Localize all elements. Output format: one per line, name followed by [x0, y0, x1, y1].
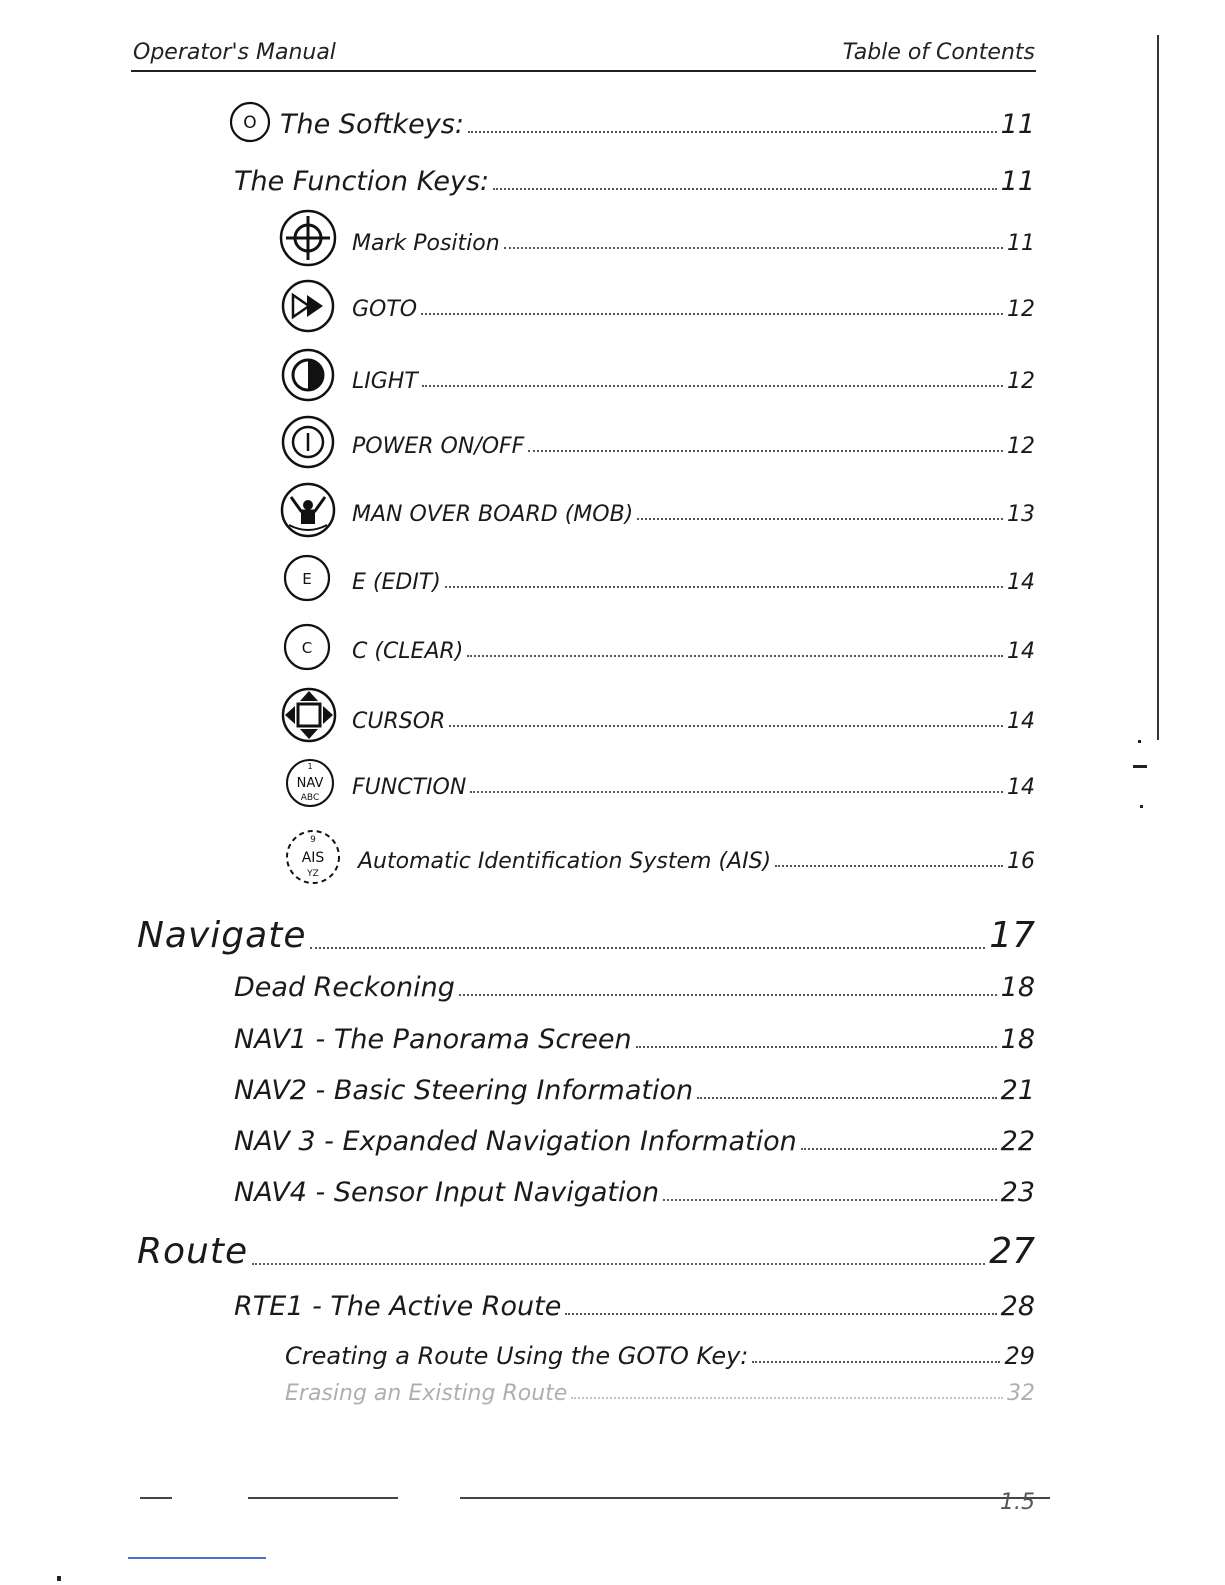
- footer-page-number: 1.5: [1000, 1490, 1035, 1515]
- header-rule: [131, 70, 1036, 72]
- toc-entry-creating-route[interactable]: [285, 1334, 1035, 1370]
- toc-entry-power[interactable]: [352, 425, 1035, 459]
- toc-entry-light[interactable]: [352, 360, 1035, 394]
- edit-key-letter: E: [302, 570, 312, 588]
- softkey-icon-letter: O: [243, 113, 257, 133]
- toc-entry-nav4[interactable]: [234, 1168, 1035, 1208]
- toc-page: 18: [1000, 1024, 1035, 1055]
- ais-key-label: AIS: [301, 850, 325, 866]
- footer-rule-segment: [140, 1497, 172, 1499]
- footer-rule-segment: [248, 1497, 398, 1499]
- toc-label: NAV 3 - Expanded Navigation Information: [234, 1126, 797, 1157]
- toc-leader: [422, 385, 1003, 387]
- ais-key-icon: [282, 826, 344, 888]
- toc-page: 32: [1007, 1381, 1035, 1406]
- toc-page: 13: [1007, 502, 1035, 527]
- toc-leader: [493, 188, 997, 190]
- scan-mark: [1138, 740, 1141, 743]
- toc-label: Erasing an Existing Route: [285, 1381, 568, 1406]
- toc-entry-erasing-route[interactable]: [285, 1374, 1035, 1406]
- toc-leader: [252, 1263, 985, 1265]
- toc-page: 14: [1007, 709, 1035, 734]
- scan-mark: [57, 1576, 61, 1581]
- toc-section-route[interactable]: [137, 1222, 1035, 1272]
- toc-entry-edit[interactable]: [352, 561, 1035, 595]
- man-overboard-icon: [279, 481, 337, 539]
- toc-leader: [775, 865, 1003, 867]
- toc-leader: [468, 131, 997, 133]
- toc-entry-dead-reckoning[interactable]: [234, 963, 1035, 1003]
- toc-entry-goto[interactable]: [352, 288, 1035, 322]
- toc-leader: [637, 518, 1003, 520]
- ais-key-number: 9: [310, 835, 316, 845]
- toc-entry-ais[interactable]: [358, 840, 1035, 874]
- toc-page: 28: [1000, 1291, 1035, 1322]
- scan-mark: [1133, 765, 1147, 768]
- toc-section-navigate[interactable]: [137, 906, 1035, 956]
- toc-leader: [663, 1199, 997, 1201]
- toc-label: Mark Position: [352, 231, 500, 256]
- toc-leader: [636, 1046, 997, 1048]
- toc-entry-man-overboard[interactable]: [352, 493, 1035, 527]
- toc-entry-nav1[interactable]: [234, 1015, 1035, 1055]
- toc-label: Creating a Route Using the GOTO Key:: [285, 1342, 749, 1370]
- toc-entry-function-keys[interactable]: [234, 157, 1035, 197]
- toc-entry-nav2[interactable]: [234, 1066, 1035, 1106]
- toc-label: FUNCTION: [352, 775, 467, 800]
- toc-page: 29: [1004, 1342, 1035, 1370]
- toc-entry-mark-position[interactable]: [352, 222, 1035, 256]
- ais-key-letters: YZ: [307, 869, 319, 879]
- toc-label: The Softkeys:: [280, 109, 464, 140]
- toc-label: E (EDIT): [352, 570, 441, 595]
- toc-leader: [459, 994, 997, 996]
- clear-key-letter: C: [301, 639, 313, 657]
- toc-leader: [421, 313, 1003, 315]
- scan-mark: [1140, 805, 1143, 808]
- toc-label: Dead Reckoning: [234, 972, 455, 1003]
- toc-page: 12: [1007, 434, 1035, 459]
- toc-label: Route: [137, 1231, 249, 1272]
- toc-page: 22: [1000, 1126, 1035, 1157]
- toc-page: 12: [1007, 369, 1035, 394]
- toc-entry-nav3[interactable]: [234, 1117, 1035, 1157]
- toc-label: The Function Keys:: [234, 166, 490, 197]
- toc-label: C (CLEAR): [352, 639, 464, 664]
- toc-entry-function[interactable]: [352, 766, 1035, 800]
- toc-page: 17: [989, 915, 1035, 956]
- power-icon: [280, 414, 336, 470]
- mark-position-icon: [278, 208, 338, 268]
- toc-label: NAV1 - The Panorama Screen: [234, 1024, 632, 1055]
- toc-page: 14: [1007, 775, 1035, 800]
- toc-page: 11: [1007, 231, 1035, 256]
- toc-entry-cursor[interactable]: [352, 700, 1035, 734]
- light-icon: [280, 347, 336, 403]
- scan-underline: [128, 1557, 266, 1559]
- toc-label: RTE1 - The Active Route: [234, 1291, 562, 1322]
- toc-leader: [801, 1148, 997, 1150]
- toc-page: 14: [1007, 639, 1035, 664]
- toc-label: LIGHT: [352, 369, 418, 394]
- toc-leader: [449, 725, 1003, 727]
- toc-label: POWER ON/OFF: [352, 434, 525, 459]
- nav-key-letters: ABC: [300, 793, 320, 803]
- clear-key-icon: [282, 622, 332, 672]
- toc-entry-rte1[interactable]: [234, 1282, 1035, 1322]
- nav-key-label: NAV: [296, 776, 324, 791]
- toc-leader: [310, 947, 985, 949]
- toc-page: 27: [989, 1231, 1035, 1272]
- toc-leader: [467, 655, 1003, 657]
- toc-page: 11: [1000, 166, 1035, 197]
- toc-page: 23: [1000, 1177, 1035, 1208]
- toc-leader: [697, 1097, 997, 1099]
- toc-page: 21: [1000, 1075, 1035, 1106]
- footer-rule-segment: [460, 1497, 1050, 1499]
- toc-leader: [565, 1313, 996, 1315]
- nav-function-key-icon: [283, 756, 337, 810]
- cursor-key-icon: [280, 686, 338, 744]
- toc-leader: [504, 247, 1003, 249]
- nav-key-number: 1: [307, 762, 313, 771]
- toc-leader: [571, 1397, 1003, 1399]
- header-section-title: Table of Contents: [842, 40, 1035, 65]
- toc-leader: [528, 450, 1003, 452]
- toc-label: CURSOR: [352, 709, 446, 734]
- toc-label: Navigate: [137, 915, 307, 956]
- binding-margin-line: [1157, 35, 1159, 740]
- toc-entry-clear[interactable]: [352, 630, 1035, 664]
- toc-page: 11: [1000, 109, 1035, 140]
- toc-label: NAV2 - Basic Steering Information: [234, 1075, 694, 1106]
- toc-page: 18: [1000, 972, 1035, 1003]
- toc-page: 14: [1007, 570, 1035, 595]
- softkey-icon: [228, 100, 272, 144]
- toc-leader: [752, 1361, 1000, 1363]
- header-manual-title: Operator's Manual: [133, 40, 336, 65]
- toc-label: NAV4 - Sensor Input Navigation: [234, 1177, 660, 1208]
- toc-page: 12: [1007, 297, 1035, 322]
- toc-label: GOTO: [352, 297, 418, 322]
- edit-key-icon: [282, 553, 332, 603]
- goto-icon: [280, 278, 336, 334]
- toc-entry-softkeys[interactable]: [280, 100, 1035, 140]
- toc-leader: [470, 791, 1003, 793]
- toc-leader: [445, 586, 1003, 588]
- toc-label: MAN OVER BOARD (MOB): [352, 502, 634, 527]
- toc-label: Automatic Identification System (AIS): [358, 849, 772, 874]
- toc-page: 16: [1007, 849, 1035, 874]
